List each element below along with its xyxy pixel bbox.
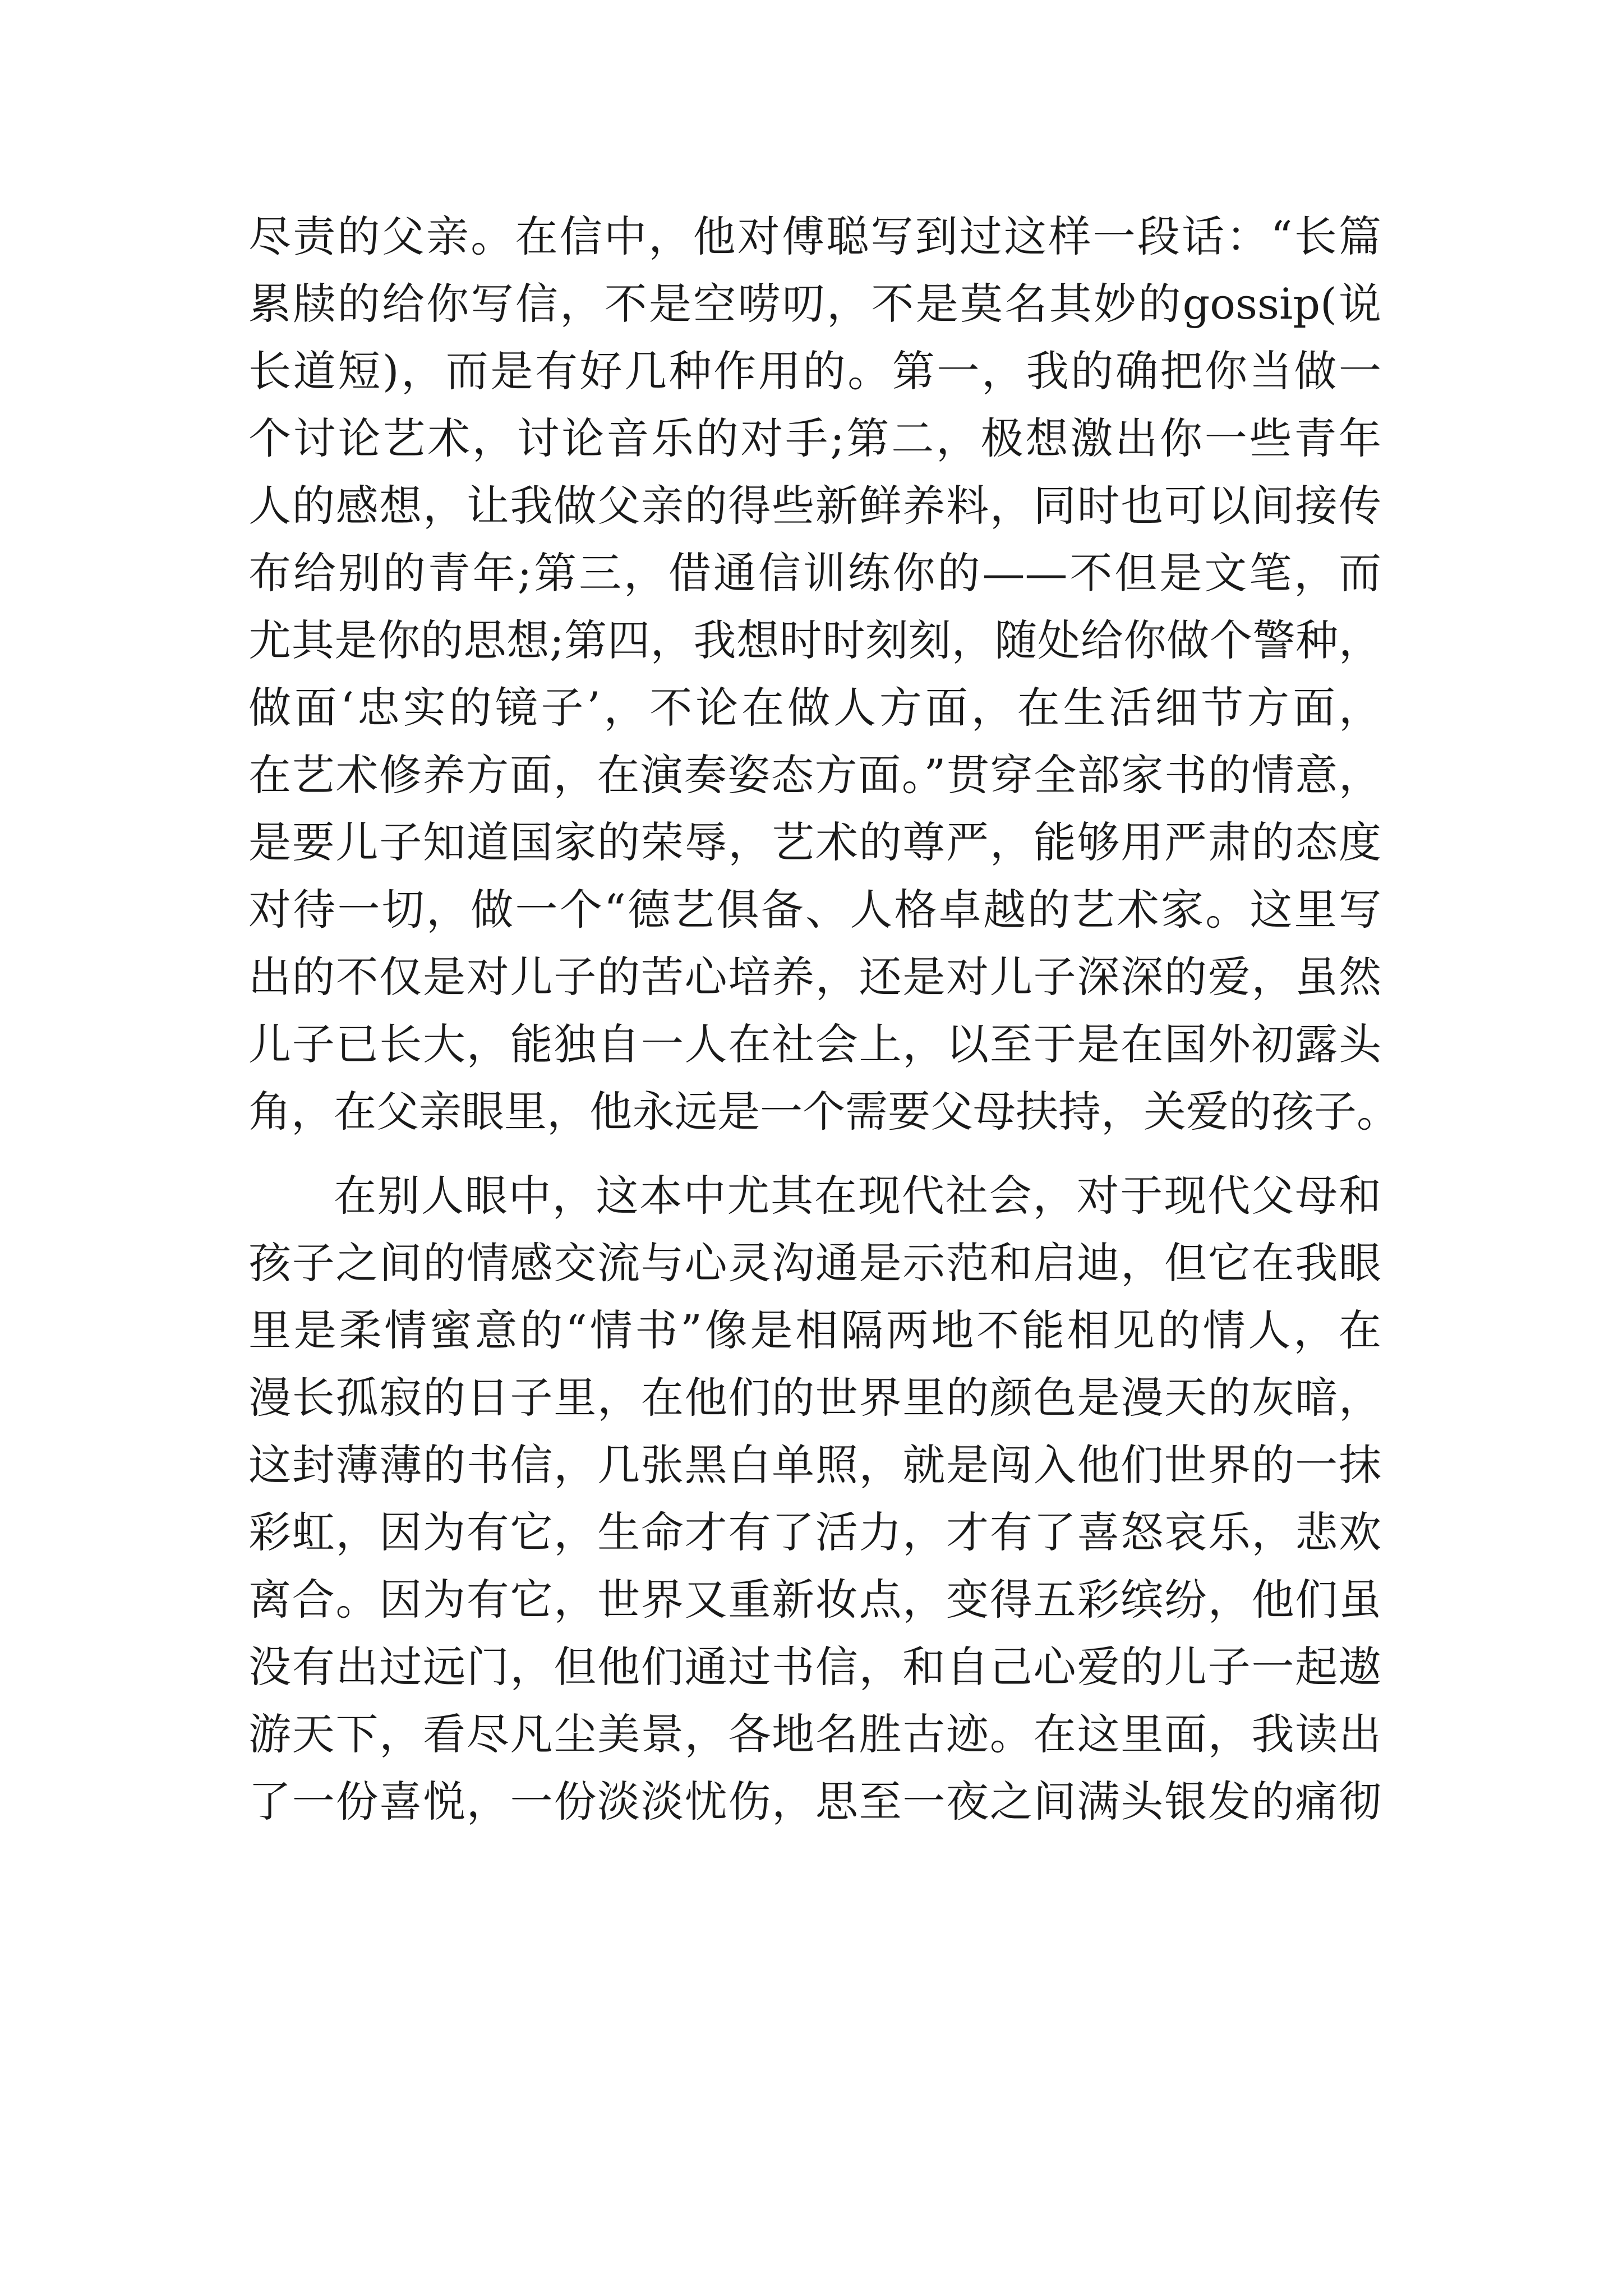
- text-line: 里是柔情蜜意的“情书”像是相隔两地不能相见的情人，在: [248, 1305, 1381, 1355]
- text-line: 离合。因为有它，世界又重新妆点，变得五彩缤纷，他们虽: [248, 1575, 1381, 1625]
- text-line: 尽责的父亲。在信中，他对傅聪写到过这样一段话：“长篇: [248, 211, 1381, 261]
- text-line: 人的感想，让我做父亲的得些新鲜养料，同时也可以间接传: [248, 481, 1381, 531]
- text-line: 布给别的青年;第三，借通信训练你的——不但是文笔，而: [248, 548, 1381, 598]
- text-line: 在艺术修养方面，在演奏姿态方面。”贯穿全部家书的情意，: [248, 750, 1381, 800]
- paragraph-2: [248, 1162, 1381, 1835]
- text-line: 游天下，看尽凡尘美景，各地名胜古迹。在这里面，我读出: [248, 1709, 1381, 1759]
- text-line: 累牍的给你写信，不是空唠叨，不是莫名其妙的gossip(说: [248, 279, 1381, 329]
- body-text: [248, 203, 1399, 1835]
- text-line: 漫长孤寂的日子里，在他们的世界里的颜色是漫天的灰暗，: [248, 1373, 1381, 1423]
- text-line: 做面‘忠实的镜子’，不论在做人方面，在生活细节方面，: [248, 683, 1381, 733]
- text-line: 了一份喜悦，一份淡淡忧伤，思至一夜之间满头银发的痛彻: [248, 1777, 1381, 1826]
- text-line: 在别人眼中，这本中尤其在现代社会，对于现代父母和: [334, 1171, 1381, 1221]
- text-line: 尤其是你的思想;第四，我想时时刻刻，随处给你做个警种，: [248, 615, 1381, 665]
- text-line: 出的不仅是对儿子的苦心培养，还是对儿子深深的爱，虽然: [248, 952, 1381, 1002]
- text-line: 孩子之间的情感交流与心灵沟通是示范和启迪，但它在我眼: [248, 1238, 1381, 1288]
- text-line: 这封薄薄的书信，几张黑白单照，就是闯入他们世界的一抹: [248, 1440, 1381, 1490]
- text-line: 个讨论艺术，讨论音乐的对手;第二，极想激出你一些青年: [248, 413, 1381, 463]
- text-line: 对待一切，做一个“德艺俱备、人格卓越的艺术家。这里写: [248, 885, 1381, 935]
- text-line: 儿子已长大，能独自一人在社会上，以至于是在国外初露头: [248, 1019, 1381, 1069]
- text-line: 彩虹，因为有它，生命才有了活力，才有了喜怒哀乐，悲欢: [248, 1507, 1381, 1557]
- text-line: 没有出过远门，但他们通过书信，和自己心爱的儿子一起遨: [248, 1642, 1381, 1692]
- text-line: 角，在父亲眼里，他永远是一个需要父母扶持，关爱的孩子。: [248, 1087, 1399, 1137]
- text-line: 长道短)，而是有好几种作用的。第一，我的确把你当做一: [248, 346, 1381, 396]
- text-line: 是要儿子知道国家的荣辱，艺术的尊严，能够用严肃的态度: [248, 817, 1381, 867]
- paragraph-1: [248, 203, 1399, 1145]
